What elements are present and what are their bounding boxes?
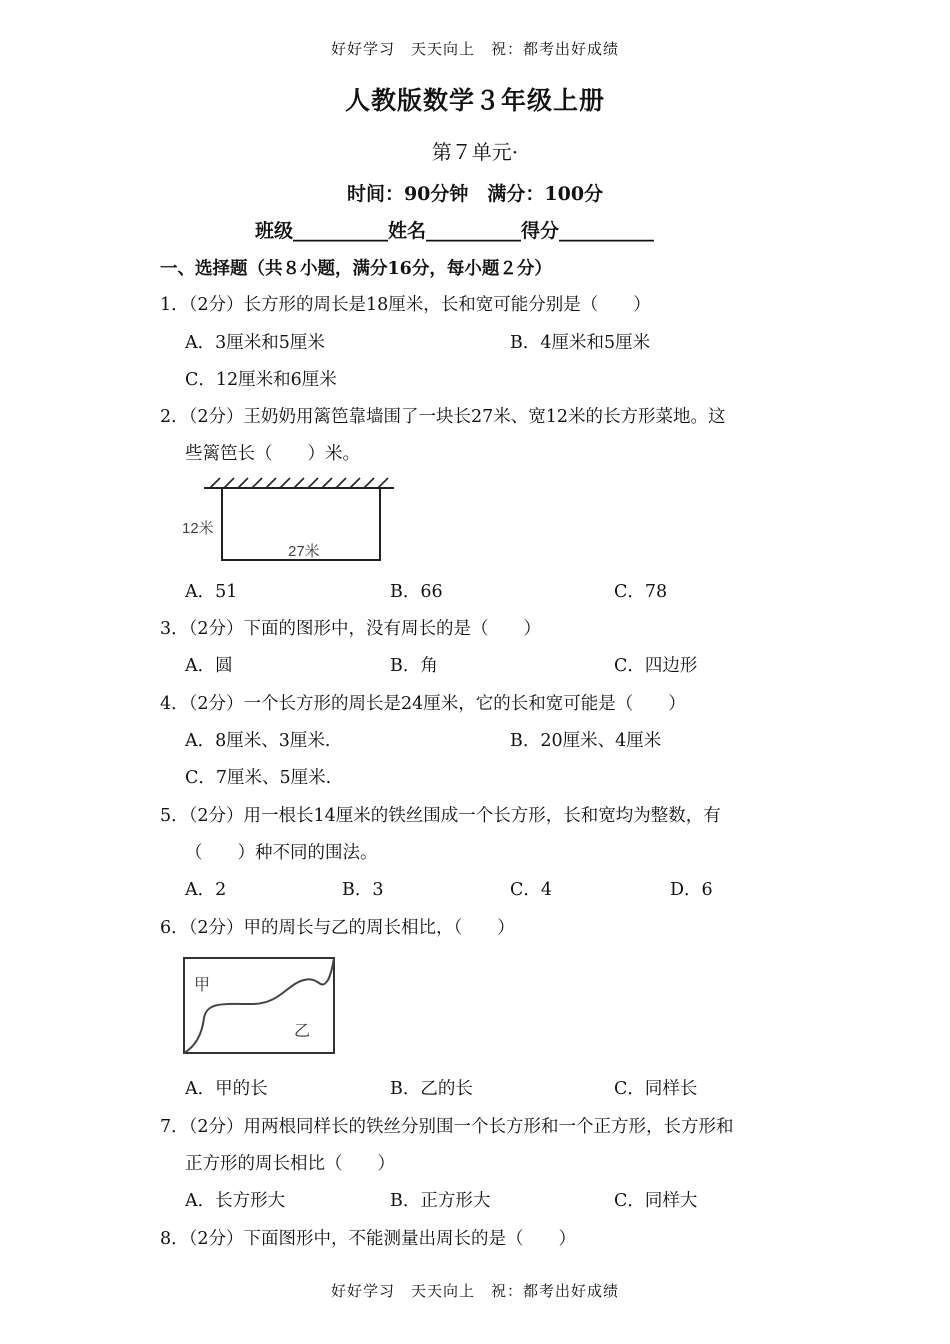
fence-bottom-label: 27米 — [288, 543, 320, 560]
question-7-stem-line2: 正方形的周长相比（ ） — [185, 1154, 395, 1174]
question-4-stem: 4．（2分）一个长方形的周长是24厘米，它的长和宽可能是（ ） — [160, 694, 686, 714]
question-2-stem-line2: 些篱笆长（ ）米。 — [185, 444, 360, 464]
question-2-option-c: C．78 — [614, 582, 668, 602]
section-title: 一、选择题（共８小题，满分16分，每小题２分） — [160, 259, 552, 279]
question-1-option-a: A．3厘米和5厘米 — [185, 333, 325, 353]
question-6-option-a: A．甲的长 — [185, 1079, 268, 1099]
shape-label-yi: 乙 — [294, 1023, 311, 1040]
question-6-option-c: C．同样长 — [614, 1079, 698, 1099]
question-5-option-c: C．4 — [510, 880, 553, 900]
question-7-option-b: B．正方形大 — [390, 1191, 491, 1211]
question-5-option-d: D．6 — [670, 880, 713, 900]
question-1-option-b: B．4厘米和5厘米 — [510, 333, 651, 353]
question-5-option-a: A．2 — [185, 880, 227, 900]
page-footer: 好好学习 天天向上 祝：都考出好成绩 — [330, 1282, 619, 1300]
question-5-stem-line2: （ ）种不同的围法。 — [185, 843, 378, 863]
page-header: 好好学习 天天向上 祝：都考出好成绩 — [330, 40, 619, 58]
question-7-option-a: A．长方形大 — [185, 1191, 286, 1211]
question-3-stem: 3．（2分）下面的图形中，没有周长的是（ ） — [160, 619, 542, 639]
question-6-option-b: B．乙的长 — [390, 1079, 473, 1099]
question-2-fence-figure — [180, 476, 400, 568]
question-2-stem-line1: 2．（2分）王奶奶用篱笆靠墙围了一块长27米、宽12米的长方形菜地。这 — [160, 407, 726, 427]
question-5-stem-line1: 5．（2分）用一根长14厘米的铁丝围成一个长方形，长和宽均为整数，有 — [160, 806, 721, 826]
question-3-option-b: B．角 — [390, 656, 438, 676]
question-6-shape-figure — [182, 956, 338, 1056]
question-5-option-b: B．3 — [342, 880, 384, 900]
question-8-stem: 8．（2分）下面图形中，不能测量出周长的是（ ） — [160, 1229, 577, 1249]
question-2-option-b: B．66 — [390, 582, 443, 602]
question-1-option-c: C．12厘米和6厘米 — [185, 370, 337, 390]
question-4-option-c: C．7厘米、5厘米. — [185, 768, 332, 788]
question-3-option-c: C．四边形 — [614, 656, 698, 676]
question-6-stem: 6．（2分）甲的周长与乙的周长相比，（ ） — [160, 918, 515, 938]
question-4-option-a: A．8厘米、3厘米. — [185, 731, 331, 751]
fence-side-label: 12米 — [182, 520, 214, 537]
unit-title: 第７单元· — [431, 140, 519, 164]
question-2-option-a: A．51 — [185, 582, 238, 602]
time-info: 时间：90分钟 满分：100分 — [346, 183, 604, 205]
question-7-stem-line1: 7．（2分）用两根同样长的铁丝分别围一个长方形和一个正方形，长方形和 — [160, 1117, 734, 1137]
document-title: 人教版数学３年级上册 — [344, 86, 605, 115]
shape-label-jia: 甲 — [194, 977, 211, 994]
question-3-option-a: A．圆 — [185, 656, 233, 676]
student-fields: 班级__________姓名__________得分__________ — [255, 220, 655, 242]
question-4-option-b: B．20厘米、4厘米 — [510, 731, 662, 751]
question-7-option-c: C．同样大 — [614, 1191, 698, 1211]
question-1-stem: 1．（2分）长方形的周长是18厘米，长和宽可能分别是（ ） — [160, 295, 651, 315]
